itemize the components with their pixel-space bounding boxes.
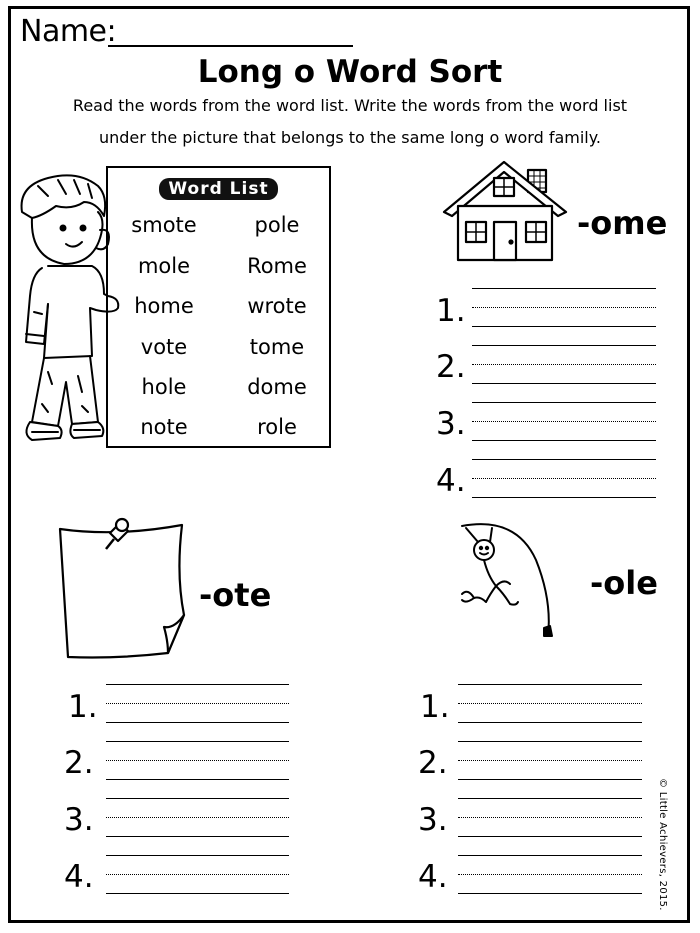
writing-guide-dotted	[106, 874, 289, 875]
writing-guide-dotted	[106, 703, 289, 704]
writing-line[interactable]	[458, 798, 642, 799]
writing-baseline	[472, 383, 656, 384]
boy-illustration	[8, 172, 118, 452]
line-number: 3.	[64, 802, 94, 838]
line-number: 2.	[64, 745, 94, 781]
name-label: Name:	[20, 14, 117, 49]
house-icon	[440, 158, 572, 264]
writing-line[interactable]	[472, 288, 656, 289]
writing-baseline	[458, 836, 642, 837]
word-list-item: dome	[247, 375, 307, 399]
line-number: 1.	[68, 689, 98, 725]
writing-guide-dotted	[472, 307, 656, 308]
writing-baseline	[106, 836, 289, 837]
writing-line[interactable]	[472, 402, 656, 403]
line-number: 1.	[436, 293, 466, 329]
writing-baseline	[106, 779, 289, 780]
line-number: 1.	[420, 689, 450, 725]
line-number: 4.	[64, 859, 94, 895]
instructions-line-1: Read the words from the word list. Write the words from the word list	[72, 96, 628, 115]
writing-guide-dotted	[472, 421, 656, 422]
line-number: 2.	[436, 349, 466, 385]
writing-baseline	[106, 893, 289, 894]
word-list-item: home	[134, 294, 194, 318]
writing-line[interactable]	[106, 684, 289, 685]
writing-guide-dotted	[458, 874, 642, 875]
writing-baseline	[472, 497, 656, 498]
word-family-ome-label: -ome	[577, 204, 668, 242]
note-paper-icon	[56, 515, 196, 661]
writing-guide-dotted	[106, 817, 289, 818]
copyright-notice: © Little Achievers, 2015.	[657, 778, 668, 911]
writing-guide-dotted	[106, 760, 289, 761]
word-list-title: Word List	[106, 178, 331, 200]
line-number: 4.	[418, 859, 448, 895]
word-list-item: smote	[131, 213, 197, 237]
word-family-ote-label: -ote	[199, 576, 272, 614]
word-list-item: hole	[141, 375, 187, 399]
writing-guide-dotted	[458, 817, 642, 818]
writing-guide-dotted	[458, 760, 642, 761]
writing-line[interactable]	[106, 855, 289, 856]
writing-line[interactable]	[458, 684, 642, 685]
writing-guide-dotted	[472, 478, 656, 479]
writing-baseline	[472, 440, 656, 441]
word-list-item: vote	[140, 335, 188, 359]
writing-line[interactable]	[458, 855, 642, 856]
word-list-item: wrote	[247, 294, 307, 318]
writing-baseline	[458, 893, 642, 894]
word-list-item: Rome	[247, 254, 307, 278]
writing-guide-dotted	[472, 364, 656, 365]
writing-baseline	[458, 722, 642, 723]
line-number: 4.	[436, 463, 466, 499]
writing-guide-dotted	[458, 703, 642, 704]
word-family-ole-label: -ole	[590, 564, 658, 602]
name-line[interactable]	[108, 45, 353, 47]
writing-line[interactable]	[472, 459, 656, 460]
writing-line[interactable]	[106, 741, 289, 742]
word-list-item: mole	[137, 254, 191, 278]
writing-baseline	[458, 779, 642, 780]
pole-vaulter-icon	[456, 520, 556, 644]
word-list-item: pole	[254, 213, 300, 237]
line-number: 3.	[436, 406, 466, 442]
word-list-item: note	[140, 415, 188, 439]
instructions-line-2: under the picture that belongs to the same long o word family.	[98, 128, 602, 147]
word-list-item: tome	[249, 335, 305, 359]
word-list-item: role	[257, 415, 297, 439]
writing-line[interactable]	[106, 798, 289, 799]
line-number: 3.	[418, 802, 448, 838]
writing-line[interactable]	[472, 345, 656, 346]
writing-baseline	[106, 722, 289, 723]
writing-line[interactable]	[458, 741, 642, 742]
writing-baseline	[472, 326, 656, 327]
worksheet-title: Long o Word Sort	[197, 54, 503, 90]
line-number: 2.	[418, 745, 448, 781]
